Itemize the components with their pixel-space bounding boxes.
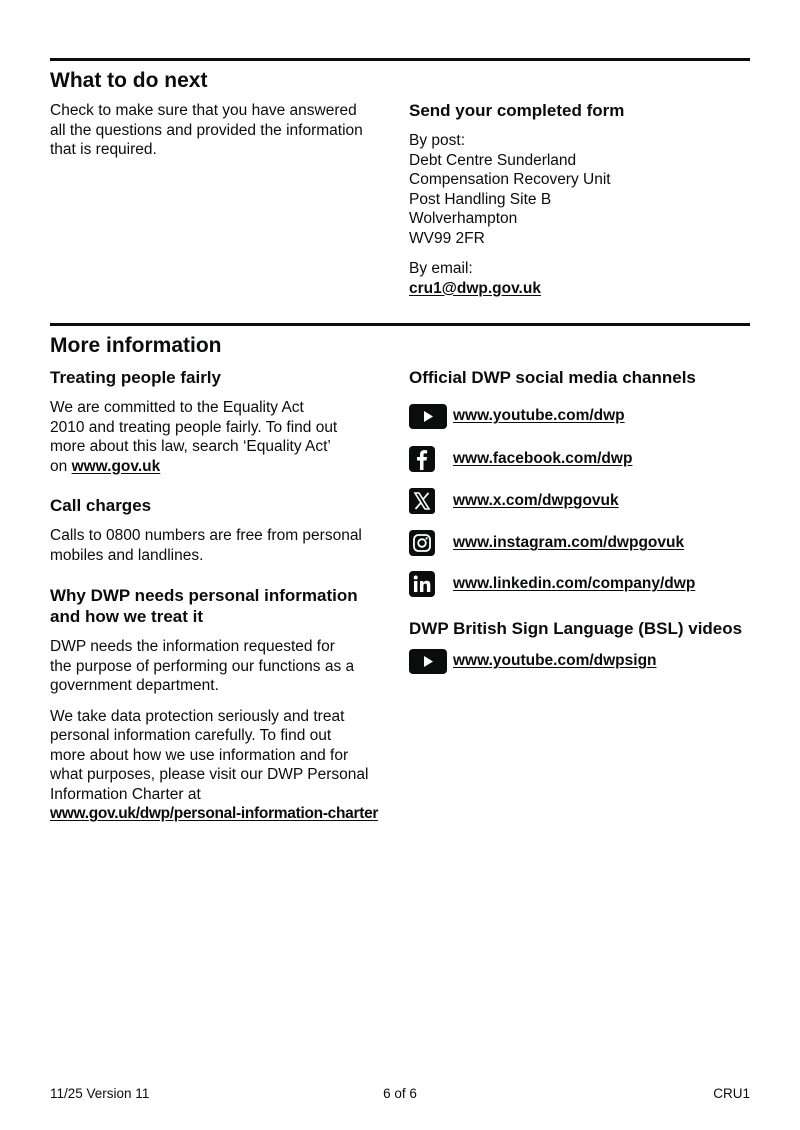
social-link-text[interactable]: www.facebook.com/dwp xyxy=(453,450,633,467)
footer-form-code: CRU1 xyxy=(713,1086,750,1101)
x-icon xyxy=(409,488,447,514)
why-dwp-heading: Why DWP needs personal information and how we treat it xyxy=(50,586,358,626)
why-dwp-paragraph-2: We take data protection seriously and treat personal information carefully. To find out more about how we use information and for what purposes, please visit our DWP Personal Information Charter at www.gov.uk/dwp/personal-information-charter xyxy=(50,707,379,822)
personal-info-charter-link[interactable]: www.gov.uk/dwp/personal-information-charter xyxy=(50,805,379,822)
social-media-heading: Official DWP social media channels xyxy=(409,368,696,387)
social-link-text[interactable]: www.instagram.com/dwpgovuk xyxy=(453,534,685,551)
social-link-text[interactable]: www.x.com/dwpgovuk xyxy=(453,492,619,509)
treating-fairly-body: We are committed to the Equality Act 2010 and treating people fairly. To find out more about this law, search ‘Equality Act’ on www.gov.uk xyxy=(50,399,338,475)
social-link-instagram[interactable] xyxy=(409,530,684,556)
social-link-youtube[interactable] xyxy=(409,403,625,429)
what-next-heading: What to do next xyxy=(50,69,208,92)
email-link[interactable]: cru1@dwp.gov.uk xyxy=(409,279,541,297)
send-form-heading: Send your completed form xyxy=(409,101,625,120)
postal-address: Debt Centre Sunderland Compensation Recovery Unit Post Handling Site B Wolverhampton WV99 2FR xyxy=(409,151,611,247)
facebook-icon xyxy=(409,446,447,472)
youtube-icon xyxy=(409,648,447,674)
footer-version: 11/25 Version 11 xyxy=(50,1086,150,1101)
social-link-linkedin[interactable] xyxy=(409,571,695,597)
gov-uk-link[interactable]: www.gov.uk xyxy=(71,457,161,475)
instagram-icon xyxy=(409,530,447,556)
by-email-label: By email: xyxy=(409,260,473,277)
treating-fairly-heading: Treating people fairly xyxy=(50,368,221,387)
social-link-youtube-bsl[interactable] xyxy=(409,648,657,674)
section-divider xyxy=(50,323,750,326)
social-link-text[interactable]: www.youtube.com/dwp xyxy=(453,407,625,424)
more-info-heading: More information xyxy=(50,334,222,357)
youtube-icon xyxy=(409,403,447,429)
bsl-heading: DWP British Sign Language (BSL) videos xyxy=(409,619,743,638)
linkedin-icon xyxy=(409,571,447,597)
left-info-column xyxy=(50,367,400,824)
why-dwp-paragraph-1: DWP needs the information requested for the purpose of performing our functions as a government department. xyxy=(50,638,355,694)
send-form-block xyxy=(409,100,749,298)
social-link-text[interactable]: www.linkedin.com/company/dwp xyxy=(453,575,696,592)
call-charges-heading: Call charges xyxy=(50,496,152,515)
by-post-label: By post: xyxy=(409,132,465,149)
social-link-text[interactable]: www.youtube.com/dwpsign xyxy=(453,652,657,669)
section-divider xyxy=(50,58,750,61)
what-next-body: Check to make sure that you have answered all the questions and provided the information that is required. xyxy=(50,102,363,158)
social-link-x[interactable] xyxy=(409,488,619,514)
social-link-facebook[interactable] xyxy=(409,446,632,472)
footer-page-number: 6 of 6 xyxy=(383,1086,417,1101)
call-charges-body: Calls to 0800 numbers are free from personal mobiles and landlines. xyxy=(50,527,362,564)
